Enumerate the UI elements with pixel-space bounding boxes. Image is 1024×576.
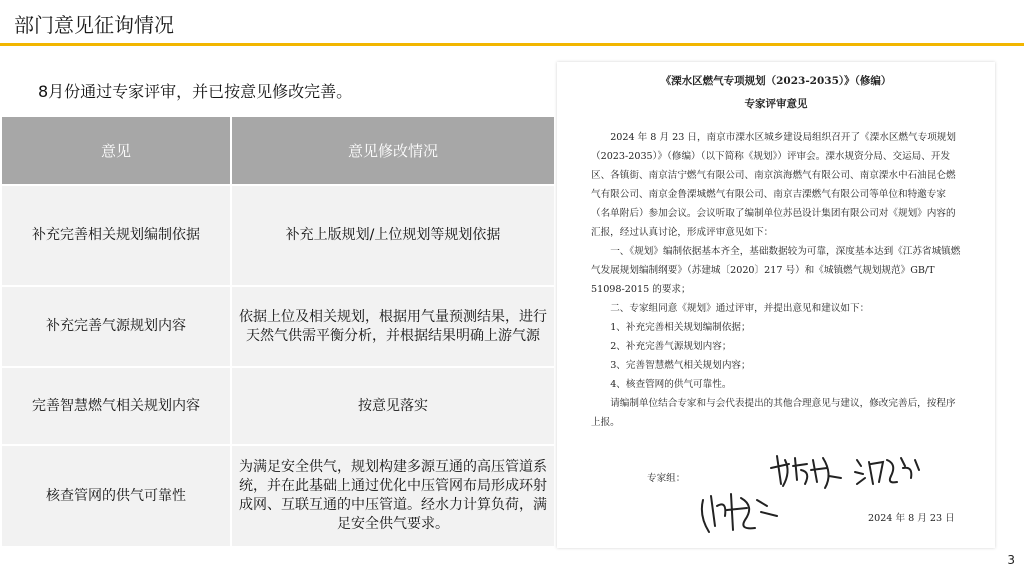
document-paragraph: 一、《规划》编制依据基本齐全，基础数据较为可靠，深度基本达到《江苏省城镇燃气发展规划编制纲要》（苏建城〔2020〕217 号）和《城镇燃气规划规范》GB/T 51098-2015 的要求；	[591, 246, 961, 295]
slide-subtitle: 8月份通过专家评审，并已按意见修改完善。	[38, 82, 353, 101]
page-number: 3	[1007, 553, 1015, 567]
table-row	[2, 286, 554, 367]
document-paragraph: 2024 年 8 月 23 日，南京市溧水区城乡建设局组织召开了《溧水区燃气专项规划（2023-2035）》（修编）（以下简称《规划》）评审会。溧水规资分局、交运局、开发区、各镇街、南京洁宁燃气有限公司、南京滨海燃气有限公司、南京溧水中石油昆仑燃气有限公司、南京金鲁溧城燃气有限公司、南京吉溧燃气有限公司等单位和特邀专家（名单附后）参加会议。会议听取了编制单位苏邑设计集团有限公司对《规划》内容的汇报，经过认真讨论，形成评审意见如下：	[591, 132, 956, 238]
opinion-cell: 核查管网的供气可靠性	[2, 445, 231, 546]
document-body	[591, 128, 961, 432]
revision-cell: 补充上版规划/上位规划等规划依据	[231, 185, 554, 286]
opinion-cell: 补充完善气源规划内容	[2, 286, 231, 367]
table-header-row	[2, 117, 554, 185]
table-row	[2, 445, 554, 546]
document-paragraph: 1、补充完善相关规划编制依据；	[610, 322, 751, 333]
revision-cell: 为满足安全供气，规划构建多源互通的高压管道系统，并在此基础上通过优化中压管网布局形成环射成网、互联互通的中压管道。经水力计算负荷，满足安全供气要求。	[231, 445, 554, 546]
document-paragraph: 二、专家组同意《规划》通过评审，并提出意见和建议如下：	[610, 303, 870, 314]
opinions-table	[2, 117, 554, 546]
document-date: 2024 年 8 月 23 日	[868, 513, 955, 524]
column-header-revision: 意见修改情况	[231, 117, 554, 185]
document-paragraph: 请编制单位结合专家和与会代表提出的其他合理意见与建议，修改完善后，按程序上报。	[591, 398, 956, 428]
opinion-cell: 完善智慧燃气相关规划内容	[2, 367, 231, 445]
revision-cell: 依据上位及相关规划，根据用气量预测结果，进行天然气供需平衡分析，并根据结果明确上游气源	[231, 286, 554, 367]
opinion-cell: 补充完善相关规划编制依据	[2, 185, 231, 286]
title-underline	[0, 43, 1024, 46]
handwritten-signature-3	[697, 486, 781, 540]
document-paragraph: 3、完善智慧燃气相关规划内容；	[610, 360, 751, 371]
document-paragraph: 2、补充完善气源规划内容；	[610, 341, 732, 352]
column-header-opinion: 意见	[2, 117, 231, 185]
table-row	[2, 185, 554, 286]
slide-title: 部门意见征询情况	[14, 13, 174, 37]
handwritten-signature-2	[853, 454, 923, 490]
document-subtitle: 专家评审意见	[744, 98, 808, 110]
expert-review-document-image	[557, 62, 995, 548]
document-paragraph: 4、核查管网的供气可靠性。	[610, 379, 732, 390]
table-row	[2, 367, 554, 445]
document-title: 《溧水区燃气专项规划（2023-2035）》（修编）	[660, 75, 892, 87]
signature-label: 专家组：	[647, 473, 686, 484]
revision-cell: 按意见落实	[231, 367, 554, 445]
